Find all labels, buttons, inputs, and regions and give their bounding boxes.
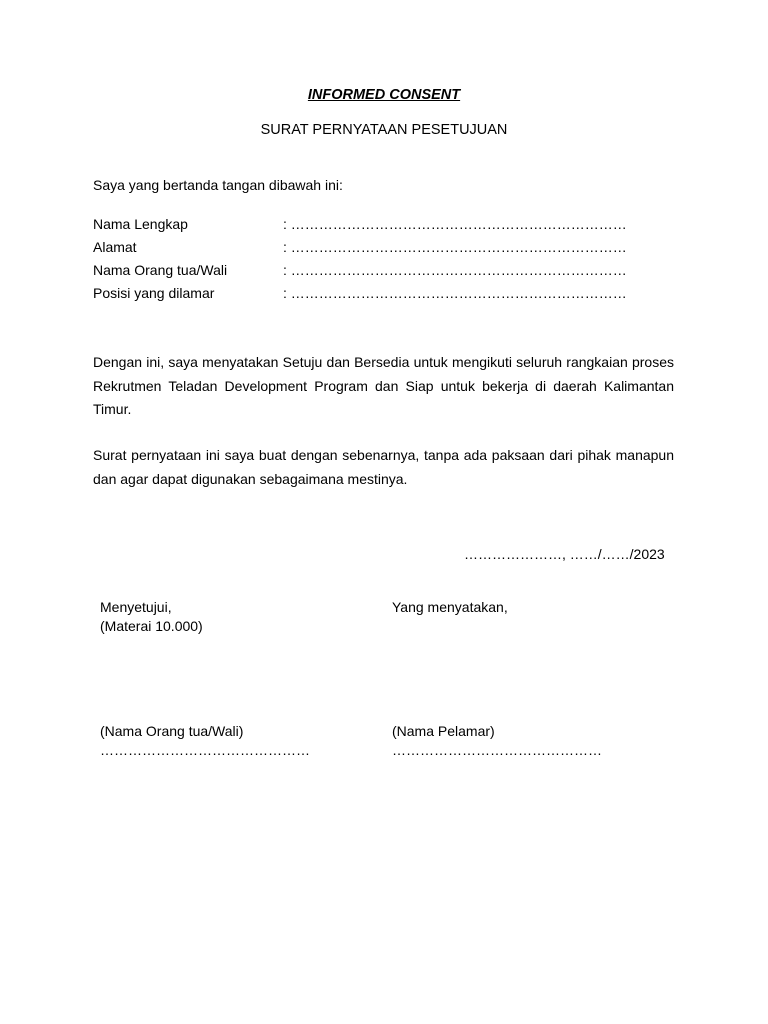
approver-block <box>100 598 203 636</box>
field-row-nama-lengkap <box>93 216 693 239</box>
document-title: INFORMED CONSENT <box>307 87 461 103</box>
stamp-note: (Materai 10.000) <box>100 618 203 634</box>
document-subtitle: SURAT PERNYATAAN PESETUJUAN <box>260 122 508 138</box>
field-label: Posisi yang dilamar <box>93 285 215 301</box>
consent-paragraph: Dengan ini, saya menyatakan Setuju dan Bersedia untuk mengikuti seluruh rangkaian proses Rekrutmen Teladan Development Program dan Siap untuk bekerja di daerah Kalimantan Timur. <box>93 354 674 417</box>
applicant-name-label: (Nama Pelamar) <box>392 723 495 739</box>
declarant-heading: Yang menyatakan, <box>392 599 508 615</box>
declarant-block <box>392 598 508 617</box>
field-label: Alamat <box>93 239 137 255</box>
guardian-signature-line: ……………………………………… <box>100 742 310 758</box>
field-row-posisi <box>93 285 693 308</box>
field-blank: : ……………………………………………………………… <box>283 262 627 278</box>
form-fields <box>93 216 693 308</box>
applicant-signature <box>392 722 602 760</box>
field-row-alamat <box>93 239 693 262</box>
field-blank: : ……………………………………………………………… <box>283 239 627 255</box>
field-label: Nama Orang tua/Wali <box>93 262 228 278</box>
guardian-name-label: (Nama Orang tua/Wali) <box>100 723 244 739</box>
field-label: Nama Lengkap <box>93 216 188 232</box>
date-line: …………………, ……/……/2023 <box>464 546 665 562</box>
guardian-signature <box>100 722 310 760</box>
field-blank: : ……………………………………………………………… <box>283 216 627 232</box>
field-row-nama-orang-tua <box>93 262 693 285</box>
field-blank: : ……………………………………………………………… <box>283 285 627 301</box>
applicant-signature-line: ……………………………………… <box>392 742 602 758</box>
declaration-paragraph: Surat pernyataan ini saya buat dengan sebenarnya, tanpa ada paksaan dari pihak manapun dan agar dapat digunakan sebagaimana mestinya. <box>93 447 674 487</box>
approver-heading: Menyetujui, <box>100 599 172 615</box>
intro-text: Saya yang bertanda tangan dibawah ini: <box>93 177 343 193</box>
